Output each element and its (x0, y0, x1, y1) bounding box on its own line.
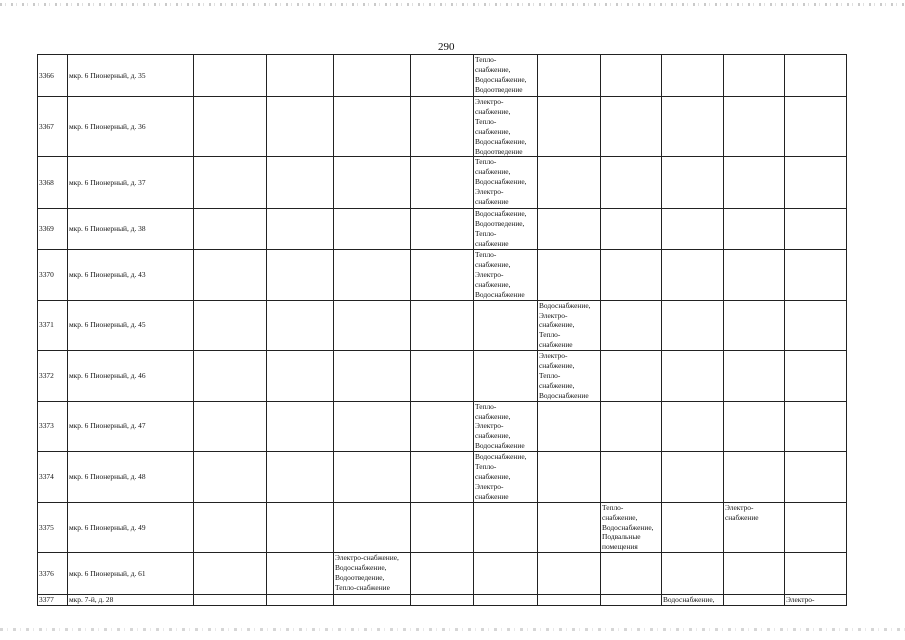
cell-text-line: снабжение (475, 491, 509, 501)
address-cell: мкр. 6 Пионерный, д. 48 (68, 452, 194, 503)
utility-cell-col-4 (267, 209, 334, 250)
cell-text-line: снабжение, (539, 361, 575, 371)
utility-cell-col-11 (724, 452, 785, 503)
utility-cell-col-7 (474, 97, 538, 157)
cell-text-line: снабжение, (475, 411, 511, 421)
cell-text-line: Тепло- (475, 229, 497, 239)
utility-cell-col-11 (724, 250, 785, 301)
cell-text-line: Водоснабжение, (475, 136, 527, 146)
utility-cell-col-6 (411, 209, 474, 250)
utility-cell-col-12 (785, 502, 847, 553)
utility-cell-col-4 (267, 55, 334, 97)
utility-cell-col-10 (662, 97, 724, 157)
utility-cell-col-7 (474, 351, 538, 402)
utility-cell-col-3 (194, 300, 267, 351)
cell-text-line: снабжение, (539, 380, 575, 390)
utility-cell-col-11 (724, 97, 785, 157)
utility-cell-col-7 (474, 401, 538, 452)
cell-text-line: Электро- (475, 481, 504, 491)
table-row (38, 209, 847, 250)
cell-text-line: Электро- (475, 269, 504, 279)
cell-text-line: Водоснабжение, (475, 74, 527, 84)
utility-cell-col-10 (662, 55, 724, 97)
table-row (38, 250, 847, 301)
utility-cell-col-6 (411, 97, 474, 157)
address-cell: мкр. 6 Пионерный, д. 47 (68, 401, 194, 452)
utility-cell-col-5 (334, 401, 411, 452)
utility-cell-col-11 (724, 300, 785, 351)
cell-text-line: снабжение, (539, 320, 575, 330)
utility-cell-col-12 (785, 209, 847, 250)
utility-cell-col-4 (267, 157, 334, 209)
cell-text-line: снабжение (539, 340, 573, 350)
utility-cell-col-9 (601, 97, 662, 157)
utility-cell-col-7 (474, 452, 538, 503)
utility-cell-col-10 (662, 452, 724, 503)
utility-cell-col-11 (724, 595, 785, 606)
cell-text-line: снабжение, (475, 279, 511, 289)
scan-noise-top (0, 3, 905, 6)
row-number-cell: 3368 (38, 157, 68, 209)
utility-cell-col-7 (474, 157, 538, 209)
address-cell: мкр. 6 Пионерный, д. 38 (68, 209, 194, 250)
utility-cell-col-6 (411, 300, 474, 351)
table-row (38, 97, 847, 157)
utility-cell-col-12 (785, 401, 847, 452)
utility-cell-col-4 (267, 97, 334, 157)
address-cell: мкр. 6 Пионерный, д. 49 (68, 502, 194, 553)
cell-text-line: Тепло- (539, 370, 561, 380)
table-row (38, 351, 847, 402)
utility-cell-col-4 (267, 553, 334, 595)
utility-cell-col-3 (194, 452, 267, 503)
utility-cell-col-7 (474, 55, 538, 97)
utility-cell-col-11 (724, 55, 785, 97)
cell-text-line: Водоснабжение, (335, 563, 387, 573)
utility-cell-col-4 (267, 452, 334, 503)
utility-cell-col-9 (601, 250, 662, 301)
cell-text-line: Тепло- (602, 502, 624, 512)
utility-cell-col-4 (267, 250, 334, 301)
utility-cell-col-11 (724, 502, 785, 553)
utility-cell-col-11 (724, 553, 785, 595)
cell-text-line: Тепло- (475, 462, 497, 472)
utility-cell-col-4 (267, 595, 334, 606)
utility-cell-col-7 (474, 300, 538, 351)
row-number-cell: 3367 (38, 97, 68, 157)
cell-text-line: снабжение, (475, 64, 511, 74)
utility-cell-col-10 (662, 209, 724, 250)
utility-cell-col-7 (474, 553, 538, 595)
utility-cell-col-10 (662, 553, 724, 595)
utility-cell-col-12 (785, 250, 847, 301)
utility-cell-col-11 (724, 351, 785, 402)
cell-text-line: Водоснабжение, (602, 522, 654, 532)
utility-cell-col-12 (785, 55, 847, 97)
table-row (38, 157, 847, 209)
utility-cell-col-5 (334, 55, 411, 97)
cell-text-line: помещения (602, 542, 638, 552)
utility-cell-col-9 (601, 351, 662, 402)
address-cell: мкр. 6 Пионерный, д. 45 (68, 300, 194, 351)
utility-cell-col-8 (538, 250, 601, 301)
utility-cell-col-10 (662, 595, 724, 606)
utility-cell-col-11 (724, 209, 785, 250)
cell-text-line: Водоснабжение (475, 441, 525, 451)
utility-cell-col-3 (194, 97, 267, 157)
cell-text-line: Электро- (475, 187, 504, 197)
utility-cell-col-5 (334, 300, 411, 351)
utility-cell-col-10 (662, 300, 724, 351)
utility-cell-col-4 (267, 401, 334, 452)
utility-cell-col-8 (538, 97, 601, 157)
utility-cell-col-6 (411, 157, 474, 209)
cell-text-line: Подвальные (602, 532, 641, 542)
cell-text-line: Электро- (539, 310, 568, 320)
utility-cell-col-8 (538, 401, 601, 452)
cell-text-line: Тепло-снабжение (335, 582, 390, 592)
address-cell: мкр. 6 Пионерный, д. 46 (68, 351, 194, 402)
row-number-cell: 3372 (38, 351, 68, 402)
utility-cell-col-3 (194, 157, 267, 209)
cell-text-line: Электро- (786, 595, 815, 605)
row-number-cell: 3375 (38, 502, 68, 553)
cell-text-line: Тепло- (475, 250, 497, 260)
utility-cell-col-8 (538, 55, 601, 97)
utility-cell-col-4 (267, 502, 334, 553)
utility-cell-col-7 (474, 595, 538, 606)
cell-text-line: Водоснабжение, (663, 595, 715, 605)
page-number: 290 (438, 41, 455, 53)
cell-text-line: снабжение, (475, 259, 511, 269)
cell-text-line: снабжение, (602, 512, 638, 522)
cell-text-line: Водоснабжение, (539, 300, 591, 310)
utility-cell-col-9 (601, 502, 662, 553)
utility-cell-col-8 (538, 452, 601, 503)
utility-cell-col-5 (334, 209, 411, 250)
address-cell: мкр. 6 Пионерный, д. 36 (68, 97, 194, 157)
utility-cell-col-5 (334, 452, 411, 503)
cell-text-line: Электро- (725, 502, 754, 512)
utility-cell-col-12 (785, 300, 847, 351)
cell-text-line: Водоотведение, (335, 573, 385, 583)
cell-text-line: Электро- (475, 97, 504, 106)
row-number-cell: 3377 (38, 595, 68, 606)
utility-cell-col-5 (334, 157, 411, 209)
address-cell: мкр. 6 Пионерный, д. 37 (68, 157, 194, 209)
register-table (37, 54, 847, 606)
utility-cell-col-9 (601, 55, 662, 97)
utility-cell-col-3 (194, 55, 267, 97)
utility-cell-col-3 (194, 209, 267, 250)
utility-cell-col-8 (538, 300, 601, 351)
address-cell: мкр. 6 Пионерный, д. 35 (68, 55, 194, 97)
utility-cell-col-5 (334, 351, 411, 402)
row-number-cell: 3366 (38, 55, 68, 97)
utility-cell-col-6 (411, 55, 474, 97)
utility-cell-col-12 (785, 595, 847, 606)
cell-text-line: Электро- (539, 351, 568, 361)
table-row (38, 452, 847, 503)
table-row (38, 55, 847, 97)
utility-cell-col-10 (662, 157, 724, 209)
utility-cell-col-11 (724, 401, 785, 452)
utility-cell-col-10 (662, 351, 724, 402)
cell-text-line: Тепло- (475, 157, 497, 167)
cell-text-line: снабжение, (475, 106, 511, 116)
cell-text-line: Тепло- (475, 116, 497, 126)
address-cell: мкр. 6 Пионерный, д. 43 (68, 250, 194, 301)
row-number-cell: 3371 (38, 300, 68, 351)
utility-cell-col-11 (724, 157, 785, 209)
row-number-cell: 3376 (38, 553, 68, 595)
cell-text-line: снабжение (475, 239, 509, 249)
utility-cell-col-8 (538, 553, 601, 595)
utility-cell-col-3 (194, 553, 267, 595)
scan-noise-bottom (0, 628, 905, 631)
utility-cell-col-4 (267, 300, 334, 351)
row-number-cell: 3373 (38, 401, 68, 452)
utility-cell-col-5 (334, 97, 411, 157)
utility-cell-col-3 (194, 250, 267, 301)
table-row (38, 502, 847, 553)
utility-cell-col-9 (601, 553, 662, 595)
cell-text-line: Тепло- (539, 330, 561, 340)
utility-cell-col-6 (411, 250, 474, 301)
table-row (38, 300, 847, 351)
cell-text-line: Электро-снабжение, (335, 553, 399, 563)
utility-cell-col-8 (538, 351, 601, 402)
cell-text-line: Водоотведение (475, 84, 523, 94)
cell-text-line: Тепло- (475, 401, 497, 411)
utility-cell-col-6 (411, 351, 474, 402)
cell-text-line: снабжение, (475, 126, 511, 136)
utility-cell-col-8 (538, 209, 601, 250)
table-row (38, 595, 847, 606)
row-number-cell: 3374 (38, 452, 68, 503)
utility-cell-col-9 (601, 452, 662, 503)
cell-text-line: Водоотведение (475, 146, 523, 156)
table-row (38, 553, 847, 595)
utility-cell-col-8 (538, 502, 601, 553)
utility-cell-col-9 (601, 401, 662, 452)
table-row (38, 401, 847, 452)
utility-cell-col-3 (194, 351, 267, 402)
utility-cell-col-10 (662, 250, 724, 301)
utility-cell-col-3 (194, 595, 267, 606)
utility-cell-col-5 (334, 595, 411, 606)
utility-cell-col-12 (785, 97, 847, 157)
utility-cell-col-6 (411, 401, 474, 452)
utility-cell-col-4 (267, 351, 334, 402)
address-cell: мкр. 6 Пионерный, д. 61 (68, 553, 194, 595)
utility-cell-col-7 (474, 209, 538, 250)
cell-text-line: Тепло- (475, 55, 497, 64)
row-number-cell: 3370 (38, 250, 68, 301)
utility-cell-col-12 (785, 351, 847, 402)
cell-text-line: снабжение, (475, 431, 511, 441)
cell-text-line: Водоснабжение, (475, 209, 527, 219)
utility-cell-col-10 (662, 401, 724, 452)
utility-cell-col-12 (785, 157, 847, 209)
utility-cell-col-7 (474, 250, 538, 301)
utility-cell-col-9 (601, 157, 662, 209)
address-cell: мкр. 7-й, д. 28 (68, 595, 194, 606)
cell-text-line: Водоснабжение, (475, 452, 527, 462)
utility-cell-col-3 (194, 401, 267, 452)
utility-cell-col-9 (601, 300, 662, 351)
cell-text-line: Водоснабжение, (475, 177, 527, 187)
utility-cell-col-8 (538, 157, 601, 209)
cell-text-line: Водоотведение, (475, 219, 525, 229)
utility-cell-col-7 (474, 502, 538, 553)
cell-text-line: Электро- (475, 421, 504, 431)
utility-cell-col-5 (334, 502, 411, 553)
utility-cell-col-12 (785, 452, 847, 503)
utility-cell-col-10 (662, 502, 724, 553)
utility-cell-col-6 (411, 452, 474, 503)
utility-cell-col-6 (411, 595, 474, 606)
cell-text-line: Водоснабжение (539, 390, 589, 400)
cell-text-line: снабжение, (475, 472, 511, 481)
utility-cell-col-9 (601, 595, 662, 606)
utility-cell-col-6 (411, 553, 474, 595)
utility-cell-col-12 (785, 553, 847, 595)
utility-cell-col-5 (334, 250, 411, 301)
cell-text-line: снабжение, (475, 167, 511, 177)
cell-text-line: снабжение (475, 197, 509, 207)
utility-cell-col-3 (194, 502, 267, 553)
row-number-cell: 3369 (38, 209, 68, 250)
utility-cell-col-8 (538, 595, 601, 606)
cell-text-line: снабжение (725, 512, 759, 522)
cell-text-line: Водоснабжение (475, 289, 525, 299)
utility-cell-col-5 (334, 553, 411, 595)
utility-cell-col-9 (601, 209, 662, 250)
utility-cell-col-6 (411, 502, 474, 553)
